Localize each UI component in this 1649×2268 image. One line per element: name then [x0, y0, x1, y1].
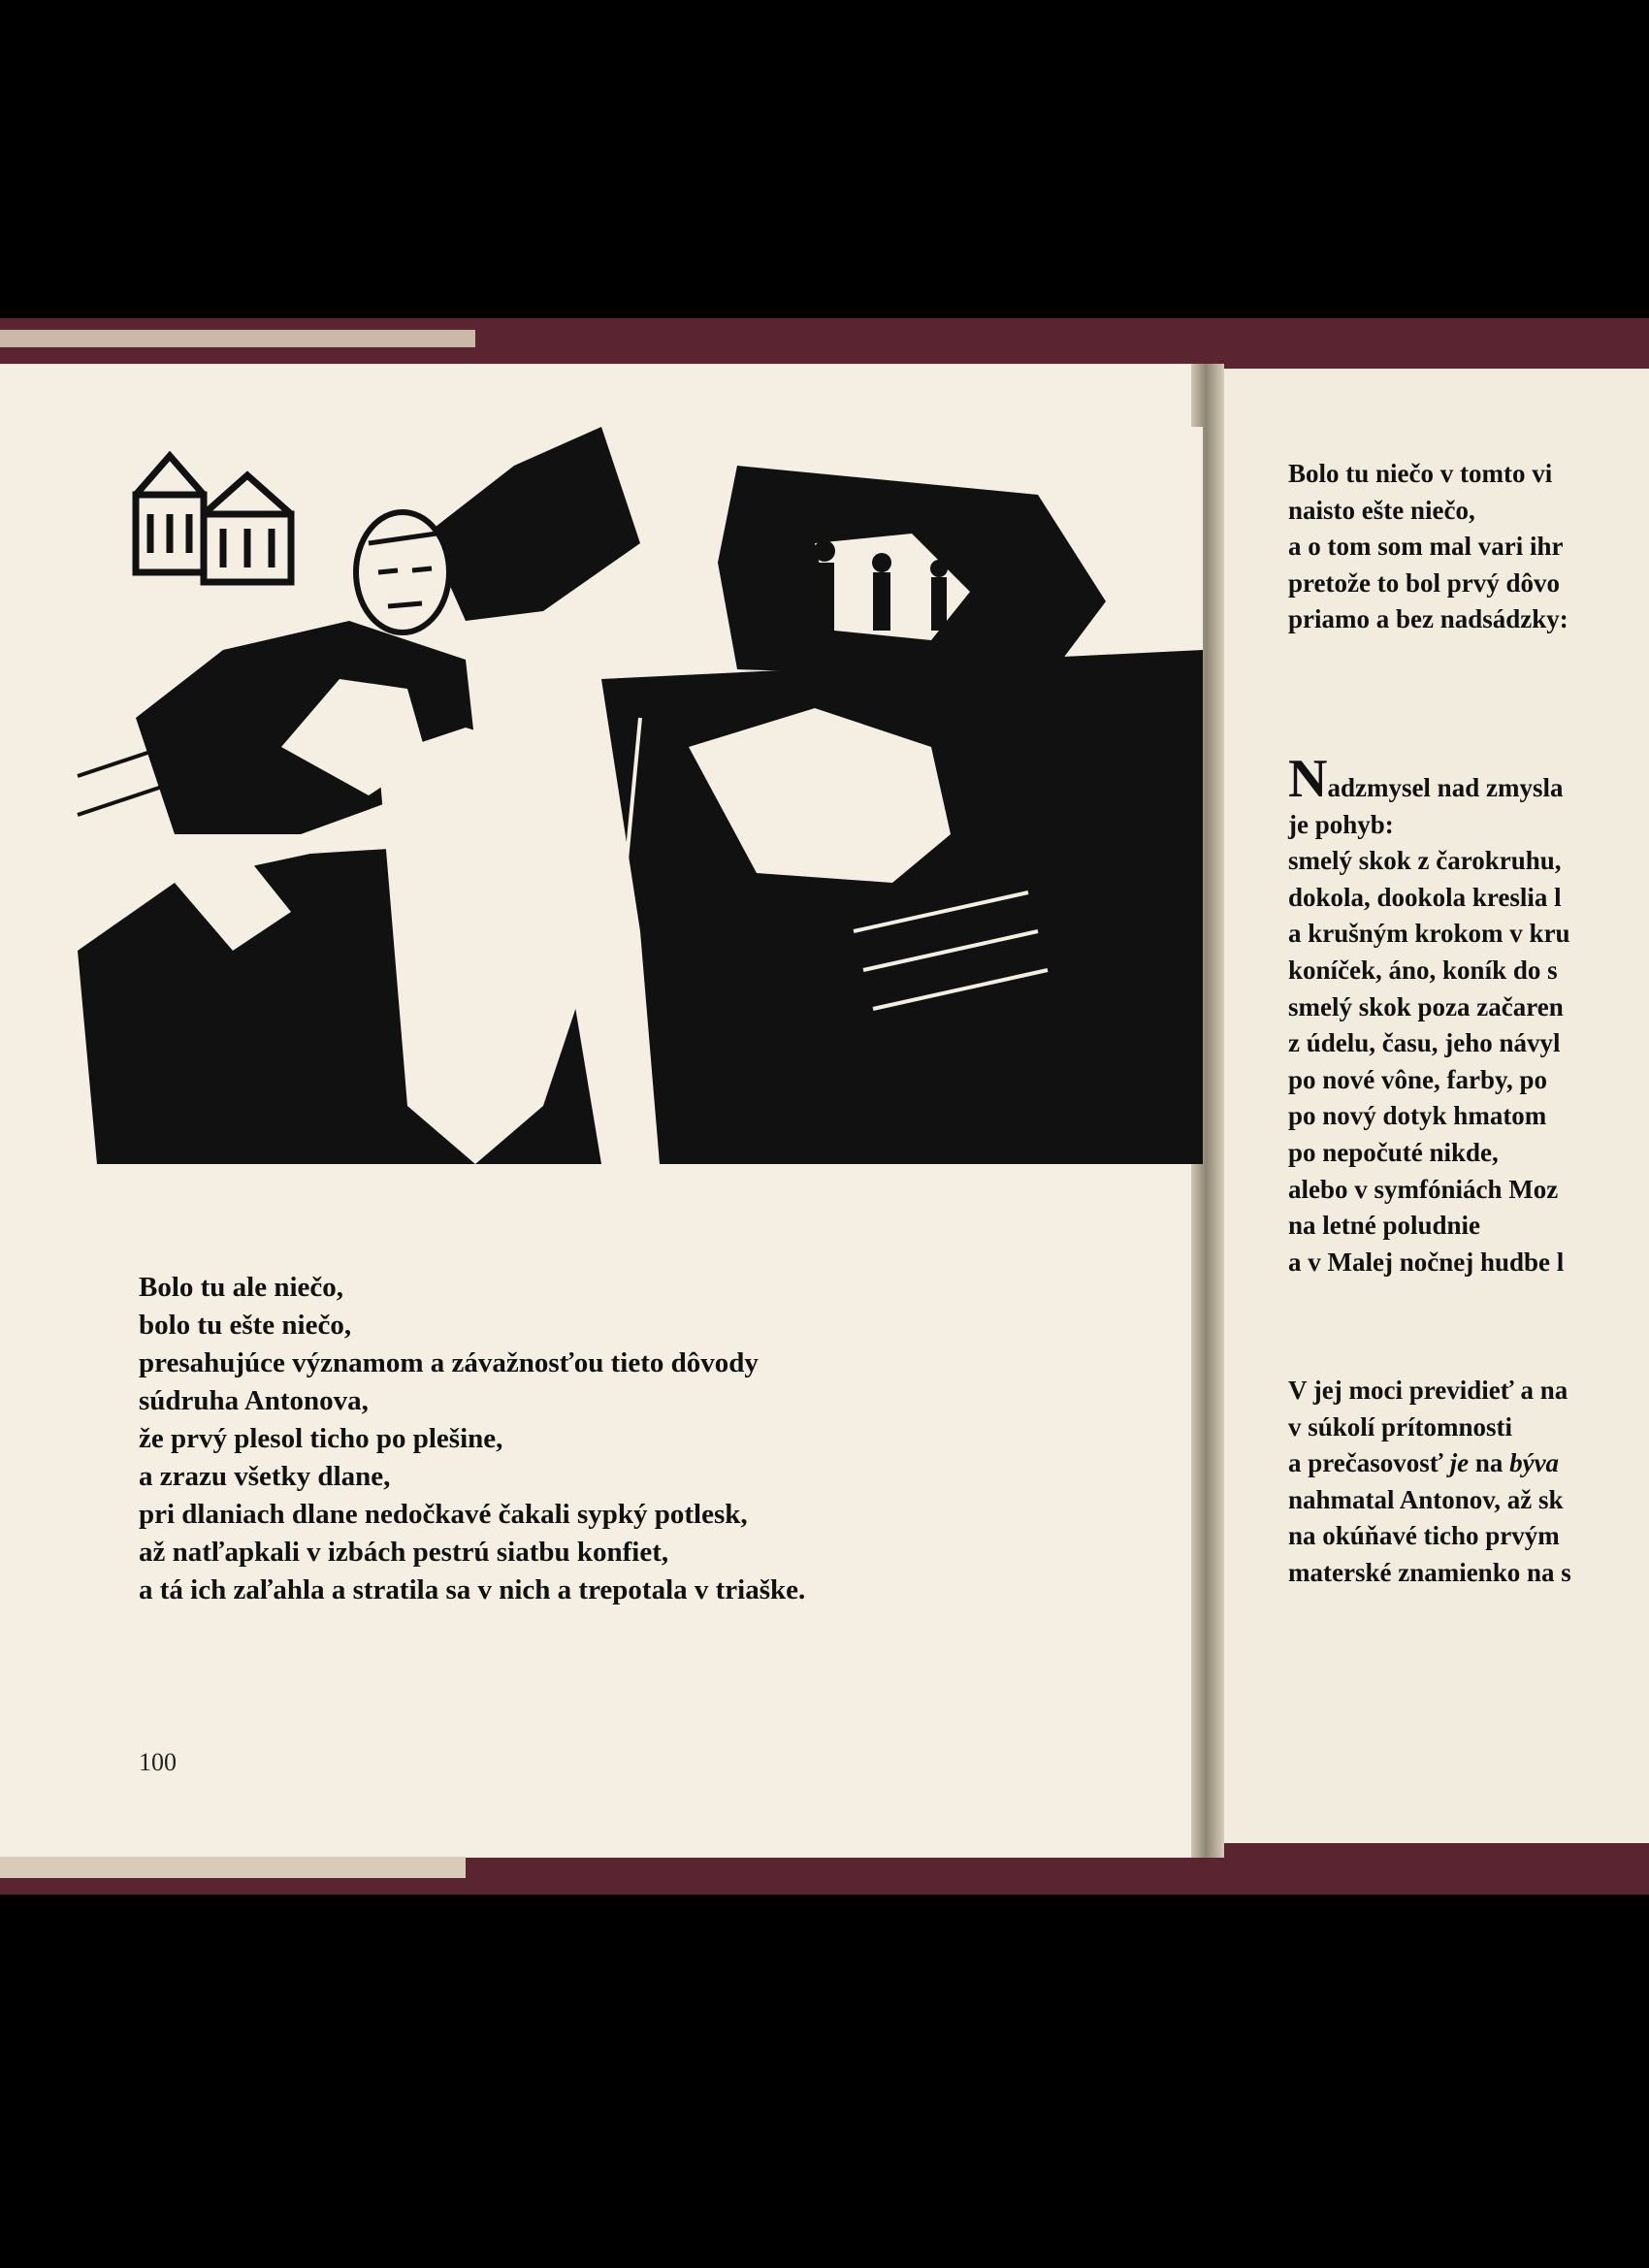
poem-line-dropcap — [1288, 749, 1570, 809]
poem-line: presahujúce významom a závažnosťou tieto dôvody — [139, 1347, 759, 1378]
poem-line: naisto ešte niečo, — [1288, 495, 1475, 525]
right-page — [1218, 369, 1649, 1843]
poem-line: a o tom som mal vari ihr — [1288, 532, 1564, 562]
poem-line: smelý skok poza začaren — [1288, 991, 1564, 1021]
poem-line: po nový dotyk hmatom — [1288, 1101, 1547, 1131]
poem-line: pretože to bol prvý dôvo — [1288, 567, 1560, 598]
woodcut-illustration — [58, 427, 1203, 1164]
poem-line: a zrazu všetky dlane, — [139, 1461, 391, 1492]
text-run: na — [1469, 1448, 1510, 1478]
left-poem — [139, 1269, 805, 1609]
poem-line: koníček, áno, koník do s — [1288, 955, 1558, 985]
poem-line: súdruha Antonova, — [139, 1385, 369, 1416]
poem-line: a v Malej nočnej hudbe l — [1288, 1247, 1565, 1277]
page-edge-top — [0, 330, 475, 347]
poem-line: až natľapkali v izbách pestrú siatbu konfiet, — [139, 1537, 669, 1568]
poem-line: po nepočuté nikde, — [1288, 1137, 1499, 1167]
poem-line: pri dlaniach dlane nedočkavé čakali sypký potlesk, — [139, 1499, 748, 1530]
poem-line: Bolo tu niečo v tomto vi — [1288, 459, 1553, 488]
poem-line: na okúňavé ticho prvým — [1288, 1521, 1560, 1551]
poem-line: na letné poludnie — [1288, 1211, 1481, 1241]
poem-line: V jej moci previdieť a na — [1288, 1376, 1568, 1405]
poem-line: materské znamienko na s — [1288, 1557, 1571, 1587]
text-run: a prečasovosť — [1288, 1448, 1450, 1478]
italic-run: býva — [1509, 1448, 1560, 1478]
poem-line: a tá ich zaľahla a stratila sa v nich a trepotala v triaške. — [139, 1574, 806, 1605]
poem-line: priamo a bez nadsádzky: — [1288, 604, 1568, 634]
dropcap-rest: adzmysel nad zmysla — [1327, 773, 1564, 802]
poem-line-mixed — [1288, 1445, 1571, 1482]
poem-line: že prvý plesol ticho po plešine, — [139, 1423, 503, 1454]
poem-line: alebo v symfóniách Moz — [1288, 1174, 1559, 1204]
right-stanza-3 — [1288, 1373, 1571, 1592]
poem-line: po nové vône, farby, po — [1288, 1064, 1548, 1094]
drop-cap: N — [1288, 749, 1328, 809]
page-edge-bottom — [0, 1857, 466, 1878]
poem-line: dokola, dookola kreslia l — [1288, 882, 1562, 912]
poem-line: je pohyb: — [1288, 809, 1394, 839]
poem-line: smelý skok z čarokruhu, — [1288, 846, 1562, 876]
poem-line: a krušným krokom v kru — [1288, 919, 1570, 949]
right-stanza-2 — [1288, 749, 1570, 1280]
page-number: 100 — [139, 1748, 177, 1776]
poem-line: nahmatal Antonov, až sk — [1288, 1484, 1564, 1514]
italic-run: je — [1449, 1448, 1470, 1478]
poem-line: Bolo tu ale niečo, — [139, 1272, 344, 1303]
right-stanza-1 — [1288, 456, 1568, 638]
poem-line: z údelu, času, jeho návyl — [1288, 1028, 1561, 1058]
poem-line: bolo tu ešte niečo, — [139, 1310, 352, 1341]
poem-line: v súkolí prítomnosti — [1288, 1411, 1513, 1442]
